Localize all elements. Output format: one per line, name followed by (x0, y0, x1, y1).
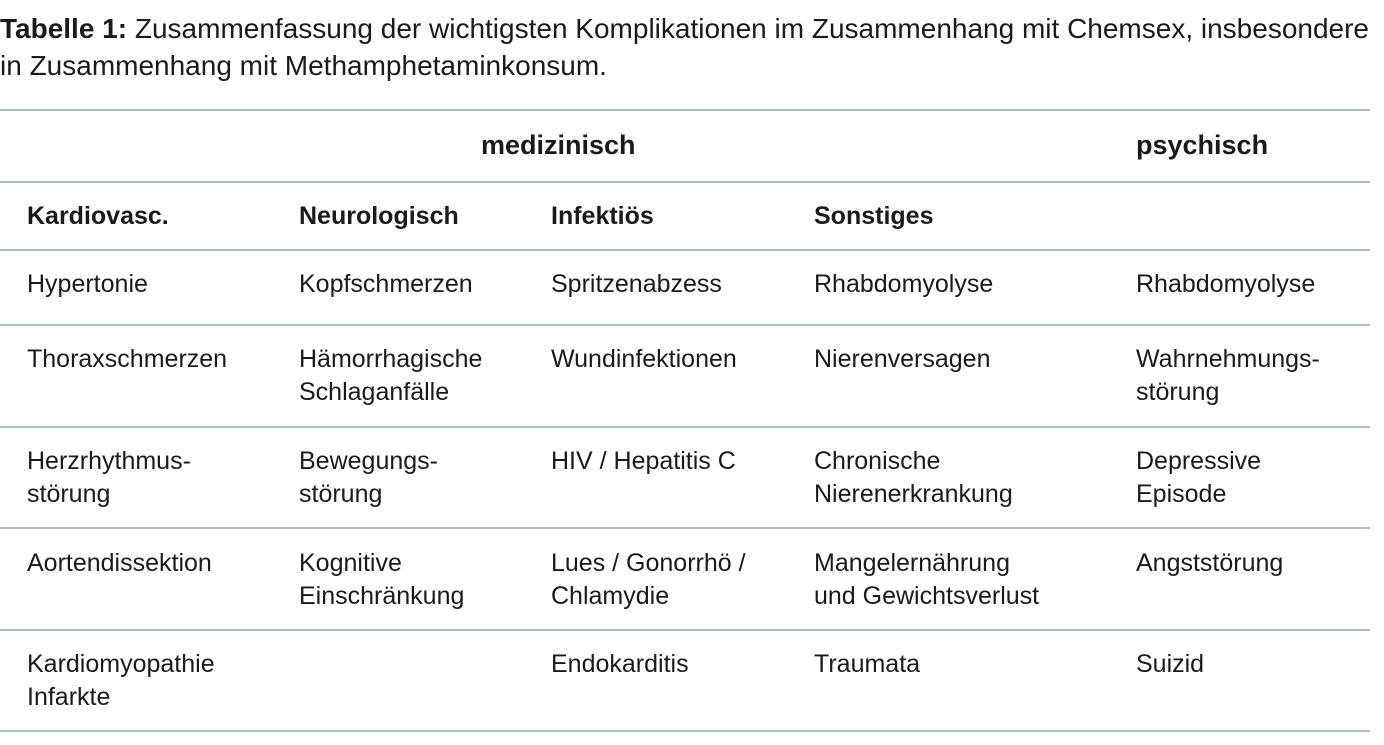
table-cell: Wundinfektionen (551, 345, 737, 373)
table-rule-row-2 (0, 426, 1370, 428)
table-cell: Nierenversagen (814, 345, 991, 373)
table-cell: Herzrhythmus- störung (27, 447, 191, 508)
table-rule-bottom (0, 730, 1370, 732)
table-rule-top (0, 109, 1370, 111)
table-cell: Traumata (814, 650, 921, 678)
table-cell: Kopfschmerzen (299, 270, 473, 298)
table-cell: Bewegungs- störung (299, 447, 438, 508)
table-cell: HIV / Hepatitis C (551, 447, 736, 475)
table-cell: Thoraxschmerzen (27, 345, 228, 373)
table-cell: Mangelernährung und Gewichtsverlust (814, 549, 1040, 610)
caption-text: Zusammenfassung der wichtigsten Komplikationen im Zusammenhang mit Chemsex, insbesondere in Zusammenhang mit Methamphetaminkonsum. (0, 13, 1370, 81)
table-rule-header (0, 249, 1370, 251)
caption-label: Tabelle 1: (0, 13, 128, 44)
table-cell: Lues / Gonorrhö / Chlamydie (551, 549, 746, 610)
table-cell: Rhabdomyolyse (1136, 270, 1316, 298)
column-header-other: Sonstiges (814, 202, 934, 230)
table-cell: Kardiomyopathie Infarkte (27, 650, 215, 711)
table-cell: Wahrnehmungs- störung (1136, 345, 1320, 406)
table-caption (0, 10, 1384, 84)
table-cell: Hämorrhagische Schlaganfälle (299, 345, 483, 406)
table-cell: Aortendissektion (27, 549, 212, 577)
table-rule-row-4 (0, 629, 1370, 631)
table-cell: Spritzenabzess (551, 270, 722, 298)
table-cell: Rhabdomyolyse (814, 270, 994, 298)
table-cell: Kognitive Einschränkung (299, 549, 465, 610)
table-cell: Chronische Nierenerkrankung (814, 447, 1013, 508)
column-header-cardiovascular: Kardiovasc. (27, 202, 169, 230)
group-header-medical: medizinisch (481, 130, 636, 160)
table-cell: Hypertonie (27, 270, 148, 298)
table-cell: Depressive Episode (1136, 447, 1262, 508)
column-header-infectious: Infektiös (551, 202, 654, 230)
table-cell: Suizid (1136, 650, 1205, 678)
table-rule-group (0, 181, 1370, 183)
group-header-psychological: psychisch (1136, 130, 1269, 160)
table-cell: Angststörung (1136, 549, 1284, 577)
table-rule-row-1 (0, 324, 1370, 326)
table-cell: Endokarditis (551, 650, 689, 678)
table-rule-row-3 (0, 527, 1370, 529)
column-header-neurological: Neurologisch (299, 202, 459, 230)
